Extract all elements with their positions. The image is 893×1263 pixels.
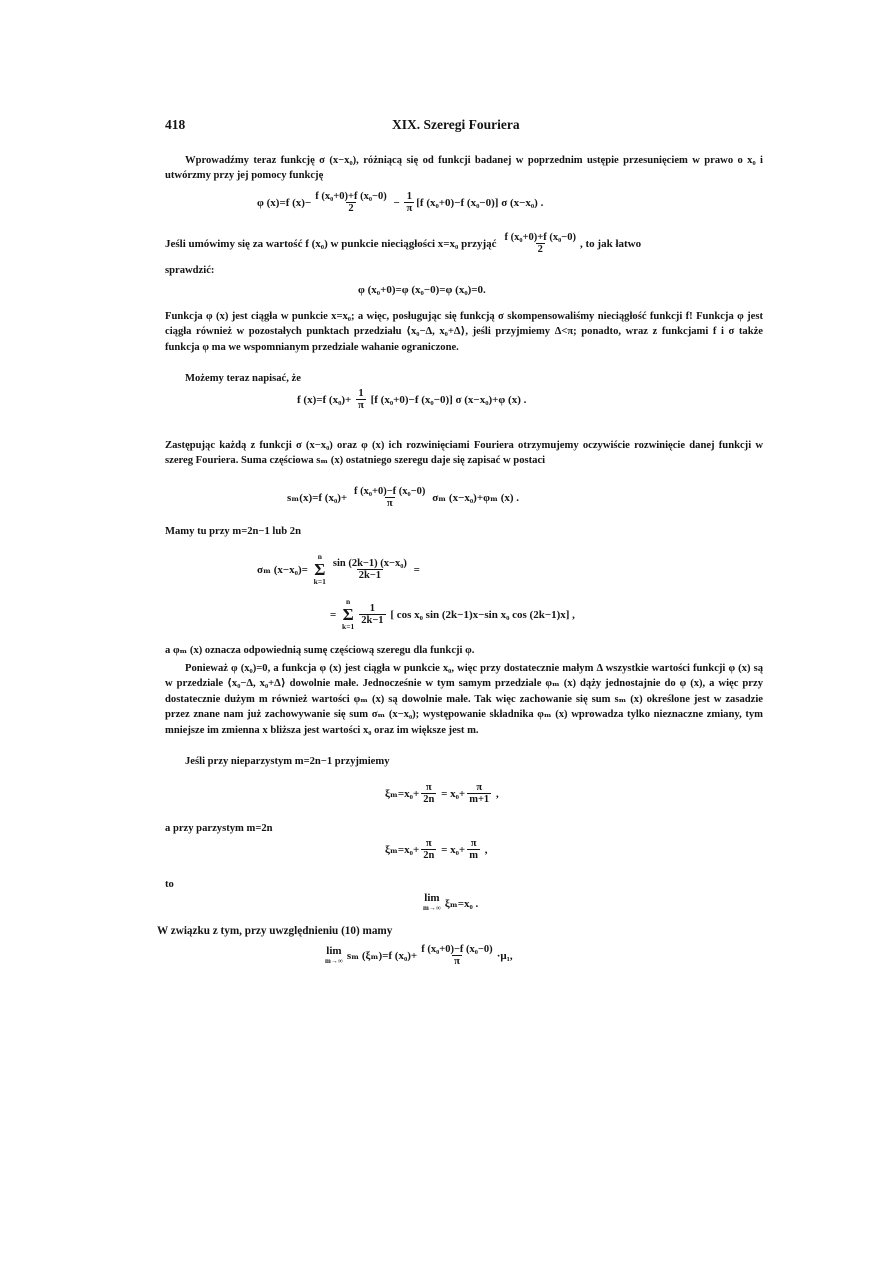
eq5-lhs: σₘ (x−x₀)= (257, 564, 311, 576)
eq1-frac2-numerator: 1 (406, 191, 412, 202)
eq10-frac-denominator: π (454, 956, 460, 967)
eq6-sum-upper: n (346, 597, 351, 606)
paragraph-nieparzystym: Jeśli przy nieparzystym m=2n−1 przyjmiemy (185, 756, 390, 767)
eq1-fraction-1 (313, 191, 388, 214)
eq2-text: φ (x₀+0)=φ (x₀−0)=φ (x₀)=0. (358, 284, 486, 296)
equation-f-decomposition (297, 388, 526, 411)
eq7-rhs: , (493, 787, 499, 800)
eq7-lhs: ξₘ=x₀+ (385, 788, 420, 800)
equation-phi-definition (257, 191, 543, 214)
line-sprawdzic: sprawdzić: (165, 265, 215, 276)
eq6-frac-numerator: 1 (369, 603, 376, 614)
equation-xi-even (385, 838, 487, 861)
eq1-lhs: φ (x)=f (x)− (257, 196, 312, 209)
eq6-fraction (359, 603, 385, 626)
equation-sum-limit (325, 944, 513, 967)
eq6-rhs: [ cos x₀ sin (2k−1)x−sin x₀ cos (2k−1)x] , (387, 608, 575, 621)
eq7-frac1-denominator: 2n (423, 794, 435, 805)
eq8-frac2-numerator: π (470, 838, 477, 849)
eq8-lhs: ξₘ=x₀+ (385, 844, 420, 856)
line-jesli-frac-numerator: f (x₀+0)+f (x₀−0) (504, 232, 576, 243)
eq1-rhs: [f (x₀+0)−f (x₀−0)] σ (x−x₀) . (416, 196, 544, 209)
eq10-lim: lim (326, 944, 342, 957)
line-jesli-tail: , to jak łatwo (580, 237, 642, 250)
line-mamy-tu: Mamy tu przy m=2n−1 lub 2n (165, 526, 301, 537)
equation-sigma-sum (257, 552, 420, 587)
eq10-fraction (419, 944, 494, 967)
eq7-frac1-numerator: π (425, 782, 432, 793)
page-header (165, 117, 765, 135)
eq5-frac-numerator: sin (2k−1) (x−x₀) (332, 558, 407, 569)
eq3-rhs: [f (x₀+0)−f (x₀−0)] σ (x−x₀)+φ (x) . (367, 393, 527, 406)
eq6-sum-lower: k=1 (342, 622, 355, 631)
eq7-fraction-2 (467, 782, 491, 805)
eq10-limit (325, 946, 343, 966)
equation-xi-limit (423, 893, 478, 913)
running-title: XIX. Szeregi Fouriera (392, 117, 520, 132)
eq5-frac-denominator: 2k−1 (358, 570, 382, 581)
eq3-frac-numerator: 1 (358, 388, 364, 399)
eq1-frac2-denominator: π (406, 203, 413, 214)
eq3-fraction (356, 388, 366, 411)
equation-phi-continuity (358, 284, 486, 296)
eq4-frac-numerator: f (x₀+0)−f (x₀−0) (353, 486, 426, 497)
eq6-summation (342, 597, 354, 632)
eq7-frac2-denominator: m+1 (469, 794, 490, 805)
eq1-fraction-2 (404, 191, 414, 214)
paragraph-intro: Wprowadźmy teraz funkcję σ (x−x₀), różniącą się od funkcji badanej w poprzednim ustępie przesunięciem w prawo o x₀ i utwórzmy przy jej pomocy funkcję (165, 155, 763, 182)
line-w-zwiazku: W związku z tym, przy uwzględnieniu (10) mamy (157, 925, 393, 937)
eq9-rhs: ξₘ=x₀ . (444, 897, 479, 910)
eq8-fraction-1 (421, 838, 436, 861)
eq1-frac1-numerator: f (x₀+0)+f (x₀−0) (315, 191, 387, 202)
eq5-fraction (331, 558, 409, 581)
eq10-rhs: ·μ₁, (496, 949, 513, 962)
eq5-sum-upper: n (317, 552, 322, 561)
sigma-sign: Σ (314, 560, 326, 579)
eq6-frac-denominator: 2k−1 (361, 615, 384, 626)
eq1-middle: − (390, 196, 403, 209)
page-number: 418 (165, 117, 186, 132)
eq9-limit (423, 893, 441, 913)
eq8-frac1-denominator: 2n (423, 850, 435, 861)
paragraph-mozemy: Możemy teraz napisać, że (185, 373, 301, 384)
eq9-lim-sub: m→∞ (423, 904, 441, 912)
eq6-lhs: = (330, 608, 340, 621)
equation-partial-sum (287, 486, 519, 509)
eq8-rhs: , (481, 843, 488, 856)
eq4-frac-denominator: π (386, 498, 393, 509)
line-parzystym: a przy parzystym m=2n (165, 823, 273, 834)
paragraph-zastepujac: Zastępując każdą z funkcji σ (x−x₀) oraz φ (x) ich rozwinięciami Fouriera otrzymujemy oczywiście rozwinięcie danej funkcji w szereg Fouriera. Suma częściowa sₘ (x) ostatniego szeregu daje się zapisać w postaci (165, 440, 763, 467)
eq8-frac2-denominator: m (469, 850, 478, 861)
paragraph-poniewaz: Ponieważ φ (x₀)=0, a funkcja φ (x) jest ciągła w punkcie x₀, więc przy dostatecznie małym Δ wszystkie wartości funkcji φ (x) są w przedziale ⟨x₀−Δ, x₀+Δ⟩ dowolnie małe. Jednocześnie w tym samym przedziale φₘ (x) dąży jednostajnie do φ (x), a więc przy dostatecznie dużym m również wartości φₘ (x) są dowolnie małe. Tak więc zachowanie się sum sₘ (x) określone jest w zasadzie przez znane nam już zachowywanie się sum σₘ (x−x₀); występowanie składnika φₘ (x) wprowadza tylko nieznaczne zmiany, tym mniejsze im zmienna x bliższa jest wartości x₀ oraz im większe jest m. (165, 663, 763, 736)
equation-xi-odd (385, 782, 499, 805)
eq8-fraction-2 (467, 838, 480, 861)
eq3-frac-denominator: π (358, 400, 364, 411)
eq5-sum-lower: k=1 (313, 577, 326, 586)
eq4-lhs: sₘ(x)=f (x₀)+ (287, 492, 350, 504)
line-jesli-frac-denominator: 2 (537, 244, 543, 255)
line-jesli-umowimy (165, 232, 641, 255)
line-to: to (165, 879, 174, 890)
sigma-sign: Σ (342, 605, 354, 624)
eq5-summation (314, 552, 326, 587)
paragraph-continuity: Funkcja φ (x) jest ciągła w punkcie x=x₀; a więc, posługując się funkcją σ skompensowaliśmy nieciągłość funkcji f! Funkcja φ jest ciągła również w pozostałych punktach przedziału ⟨x₀−Δ, x₀+Δ⟩, jeśli przyjmiemy Δ<π; ponadto, wraz z funkcjami f i σ także funkcja φ ma we wspomnianym przedziale wahanie ograniczone. (165, 311, 763, 353)
eq3-lhs: f (x)=f (x₀)+ (297, 393, 355, 406)
equation-sigma-expanded (330, 597, 575, 632)
eq7-fraction-1 (421, 782, 436, 805)
eq10-lim-sub: m→∞ (325, 956, 343, 965)
line-jesli-fraction (503, 232, 578, 255)
line-a-phi: a φₘ (x) oznacza odpowiednią sumę częściową szeregu dla funkcji φ. (165, 645, 475, 656)
eq8-middle: = x₀+ (438, 843, 466, 856)
eq5-rhs: = (410, 563, 420, 576)
eq7-middle: = x₀+ (438, 787, 466, 800)
eq10-frac-numerator: f (x₀+0)−f (x₀−0) (421, 944, 493, 955)
eq10-lhs: sₘ (ξₘ)=f (x₀)+ (346, 950, 418, 962)
eq9-lim: lim (424, 892, 440, 904)
eq7-frac2-numerator: π (476, 782, 483, 793)
eq1-frac1-denominator: 2 (348, 203, 354, 214)
eq4-fraction (352, 486, 427, 509)
eq8-frac1-numerator: π (425, 838, 432, 849)
eq4-rhs: σₘ (x−x₀)+φₘ (x) . (429, 492, 520, 504)
line-jesli-text: Jeśli umówimy się za wartość f (x₀) w punkcie nieciągłości x=x₀ przyjąć (165, 237, 497, 250)
